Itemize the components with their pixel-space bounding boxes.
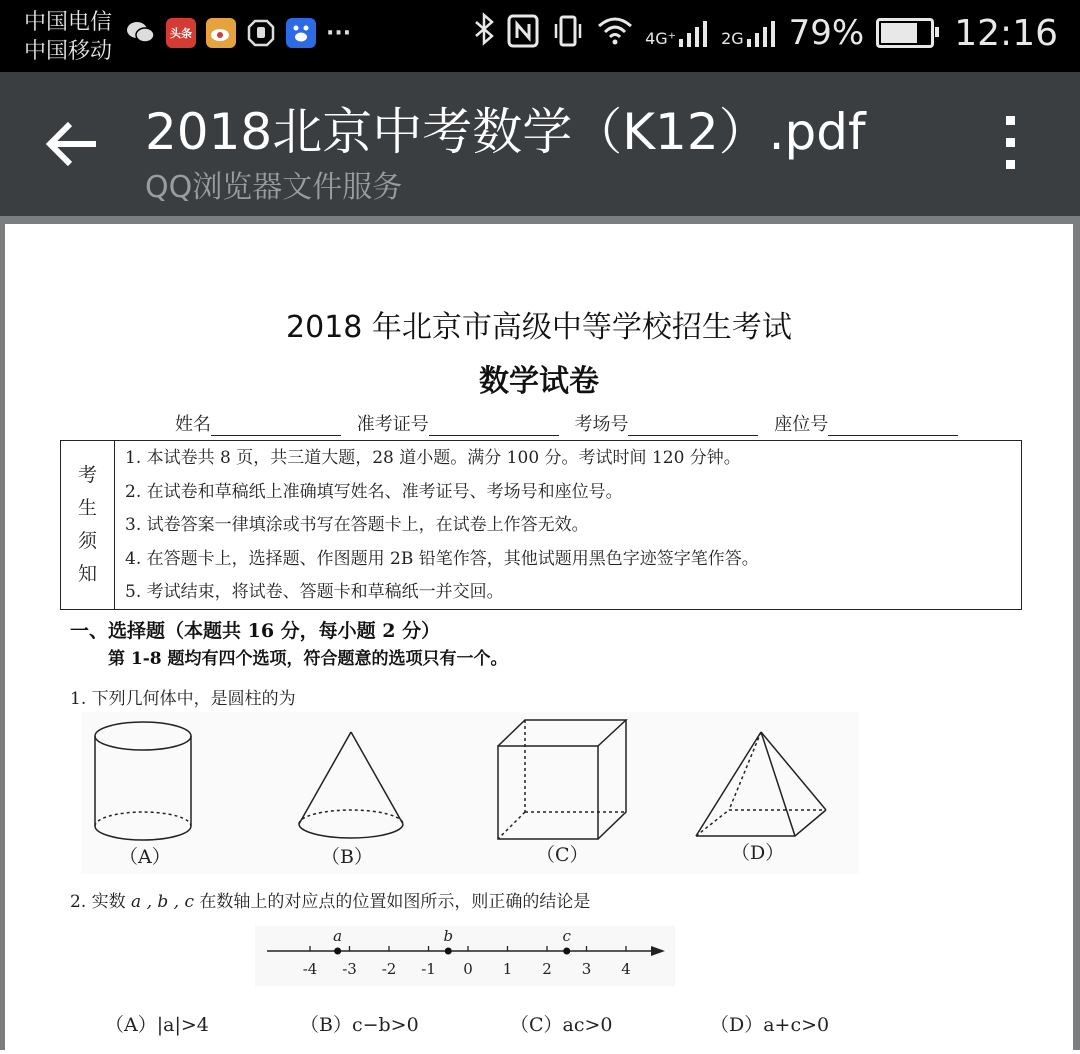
weibo-icon bbox=[206, 18, 236, 48]
pdf-page bbox=[5, 224, 1073, 1054]
field-ticket-label: 准考证号 bbox=[356, 414, 429, 435]
exam-subtitle: 数学试卷 bbox=[479, 364, 599, 399]
field-seat-label: 座位号 bbox=[774, 414, 829, 435]
section-heading: 一、选择题（本题共 16 分，每小题 2 分） bbox=[70, 620, 441, 642]
question-1: 1. 下列几何体中，是圆柱的为 bbox=[70, 689, 296, 709]
more-notifications-icon: ··· bbox=[326, 20, 352, 46]
toutiao-icon: 头条 bbox=[166, 18, 196, 48]
number-line-point bbox=[445, 948, 452, 955]
status-bar bbox=[0, 0, 1080, 72]
file-source: QQ浏览器文件服务 bbox=[145, 170, 403, 205]
notice-list bbox=[125, 447, 759, 615]
vibrate-icon bbox=[551, 14, 585, 52]
figure-label-c: （C） bbox=[536, 844, 589, 866]
notice-side-label: 考 生 须 知 bbox=[61, 441, 115, 609]
file-title: 2018北京中考数学（K12）.pdf bbox=[145, 103, 866, 161]
figure-label-d: （D） bbox=[731, 842, 785, 864]
number-line bbox=[255, 926, 675, 986]
exam-title: 2018 年北京市高级中等学校招生考试 bbox=[286, 310, 792, 345]
wechat-icon bbox=[126, 18, 156, 48]
field-seat-blank bbox=[828, 415, 958, 436]
geometry-figures bbox=[81, 712, 859, 874]
signal-4g-icon: 4G⁺ bbox=[645, 19, 709, 47]
q2-option-a: （A）|a|>4 bbox=[105, 1014, 209, 1036]
number-line-tick-label: 4 bbox=[621, 960, 631, 978]
nfc-icon bbox=[507, 14, 539, 52]
notice-item: 3. 试卷答案一律填涂或书写在答题卡上，在试卷上作答无效。 bbox=[125, 515, 589, 535]
number-line-tick-label: -4 bbox=[302, 960, 318, 978]
field-name-blank bbox=[211, 415, 341, 436]
notice-item: 2. 在试卷和草稿纸上准确填写姓名、准考证号、考场号和座位号。 bbox=[125, 481, 623, 502]
number-line-tick-label: 2 bbox=[542, 960, 552, 978]
field-room-blank bbox=[628, 415, 758, 436]
section-note: 第 1-8 题均有四个选项，符合题意的选项只有一个。 bbox=[108, 649, 508, 669]
field-ticket-blank bbox=[429, 415, 559, 436]
back-arrow-icon[interactable] bbox=[42, 114, 102, 174]
number-line-tick-label: 3 bbox=[581, 960, 592, 978]
number-line-tick-label: 1 bbox=[502, 960, 513, 978]
cube-figure bbox=[498, 720, 626, 839]
number-line-point bbox=[334, 948, 341, 955]
bluetooth-icon bbox=[473, 12, 495, 54]
pyramid-figure bbox=[696, 732, 826, 836]
field-room-label: 考场号 bbox=[574, 414, 629, 435]
wifi-icon bbox=[597, 16, 633, 50]
clock: 12:16 bbox=[954, 12, 1058, 54]
q2-option-c: （C）ac>0 bbox=[510, 1014, 613, 1036]
number-line-svg bbox=[255, 926, 675, 986]
number-line-point-label: b bbox=[443, 927, 454, 945]
battery-fill bbox=[881, 23, 917, 43]
exam-notice-box bbox=[60, 440, 1022, 610]
cylinder-figure bbox=[95, 722, 191, 840]
system-icons bbox=[473, 12, 1058, 54]
signal-2g-icon: 2G bbox=[721, 19, 777, 47]
question-2: 2. 实数 a , b , c 在数轴上的对应点的位置如图所示，则正确的结论是 bbox=[70, 892, 591, 912]
q2-variables: a , b , c bbox=[131, 892, 194, 912]
q2-option-d: （D）a+c>0 bbox=[710, 1014, 830, 1036]
notification-icons bbox=[126, 18, 351, 48]
battery-icon bbox=[876, 18, 934, 48]
figure-label-b: （B） bbox=[321, 846, 373, 868]
overflow-menu-icon[interactable] bbox=[998, 116, 1022, 172]
carrier-info bbox=[24, 8, 112, 66]
field-name-label: 姓名 bbox=[175, 414, 211, 435]
number-line-point-label: a bbox=[333, 927, 343, 945]
hand-icon bbox=[246, 18, 276, 48]
q2-option-b: （B）c−b>0 bbox=[300, 1014, 419, 1036]
notice-item: 4. 在答题卡上，选择题、作图题用 2B 铅笔作答，其他试题用黑色字迹签字笔作答。 bbox=[125, 548, 759, 569]
notice-item: 5. 考试结束，将试卷、答题卡和草稿纸一并交回。 bbox=[125, 582, 504, 602]
battery-percent: 79% bbox=[788, 13, 865, 53]
number-line-point bbox=[563, 948, 570, 955]
pdf-viewer[interactable] bbox=[0, 216, 1080, 1050]
number-line-tick-label: -2 bbox=[381, 960, 397, 978]
app-bar bbox=[0, 72, 1080, 216]
number-line-tick-label: -1 bbox=[421, 960, 436, 978]
candidate-fields bbox=[175, 410, 968, 436]
number-line-tick-label: -3 bbox=[342, 960, 357, 978]
notice-item: 1. 本试卷共 8 页，共三道大题，28 道小题。满分 100 分。考试时间 120 分钟。 bbox=[125, 448, 741, 468]
figure-label-a: （A） bbox=[119, 846, 171, 868]
number-line-tick-label: 0 bbox=[463, 960, 473, 978]
cone-figure bbox=[299, 732, 403, 838]
carrier-2: 中国移动 bbox=[24, 39, 113, 64]
baidu-icon bbox=[286, 18, 316, 48]
number-line-point-label: c bbox=[562, 927, 571, 945]
carrier-1: 中国电信 bbox=[24, 10, 113, 35]
